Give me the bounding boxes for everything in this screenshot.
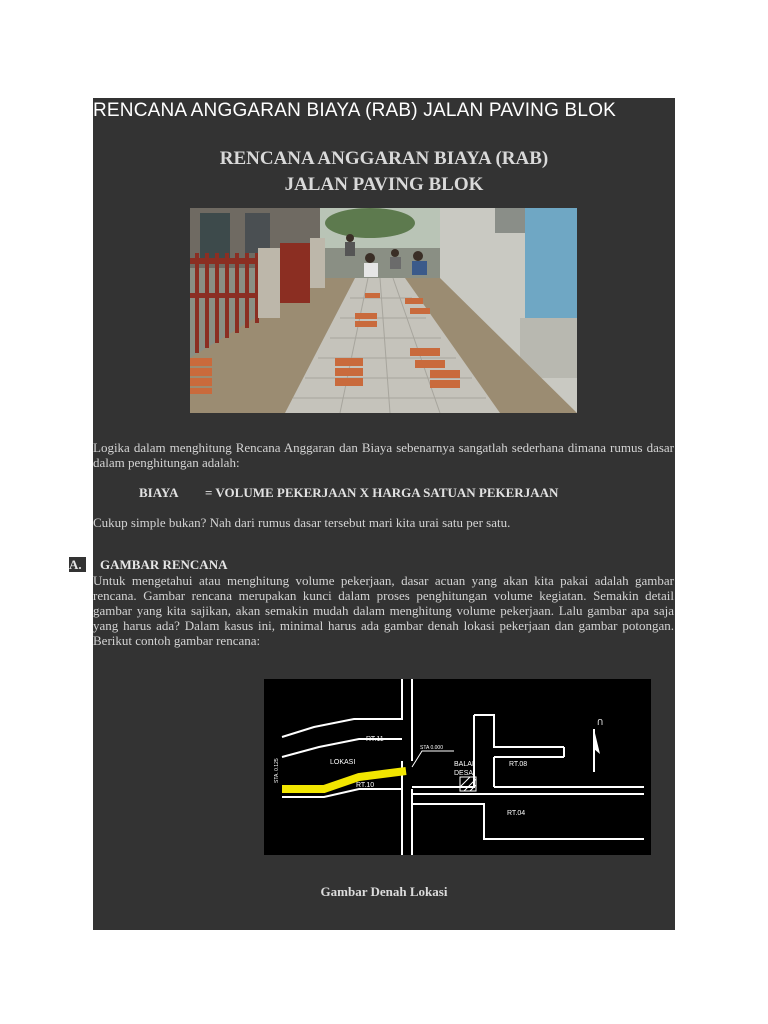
intro-paragraph: Logika dalam menghitung Rencana Anggaran dan Biaya sebenarnya sangatlah sederhana dimana rumus dasar dalam penghitungan adalah: [93,440,674,470]
location-map [264,679,651,855]
formula-left: BIAYA [139,485,179,500]
document-title-line-2: JALAN PAVING BLOK [284,174,484,195]
cost-formula [139,485,659,501]
map-label-rt11: RT.11 [366,736,384,743]
section-a-heading [69,557,228,573]
map-label-sta-a: STA 0.000 [420,745,443,751]
section-number: A. [69,557,86,572]
paving-road-photo [190,208,577,413]
map-label-desa: DESA [454,770,474,777]
section-title: GAMBAR RENCANA [100,557,228,572]
map-label-lokasi: LOKASI [330,759,356,766]
document-title [93,146,675,198]
document-title-line-1: RENCANA ANGGARAN BIAYA (RAB) [219,148,549,169]
map-label-balai: BALAI [454,761,474,768]
gambar-rencana-paragraph: Untuk mengetahui atau menghitung volume pekerjaan, dasar acuan yang akan kita pakai adalah gambar rencana. Gambar rencana merupakan kunci dalam proses penghitungan volume kegiatan. Semakin detail gambar yang kita sajikan, akan semakin mudah dalam menghitung volume pekerjaan. Lalu gambar apa saja yang harus ada? Dalam kasus ini, minimal harus ada gambar denah lokasi pekerjaan dan gambar potongan. Berikut contoh gambar rencana: [93,573,674,648]
map-label-rt04: RT.04 [507,810,526,817]
simple-paragraph: Cukup simple bukan? Nah dari rumus dasar tersebut mari kita urai satu per satu. [93,515,511,530]
page-title: RENCANA ANGGARAN BIAYA (RAB) JALAN PAVING BLOK [93,100,617,121]
map-caption: Gambar Denah Lokasi [320,884,448,899]
map-label-north: U [597,717,603,726]
map-label-rt08: RT.08 [509,761,528,768]
formula-right: = VOLUME PEKERJAAN X HARGA SATUAN PEKERJAAN [205,485,559,500]
map-label-sta-b: STA. 0.125 [274,758,280,783]
map-label-rt10: RT.10 [356,782,375,789]
